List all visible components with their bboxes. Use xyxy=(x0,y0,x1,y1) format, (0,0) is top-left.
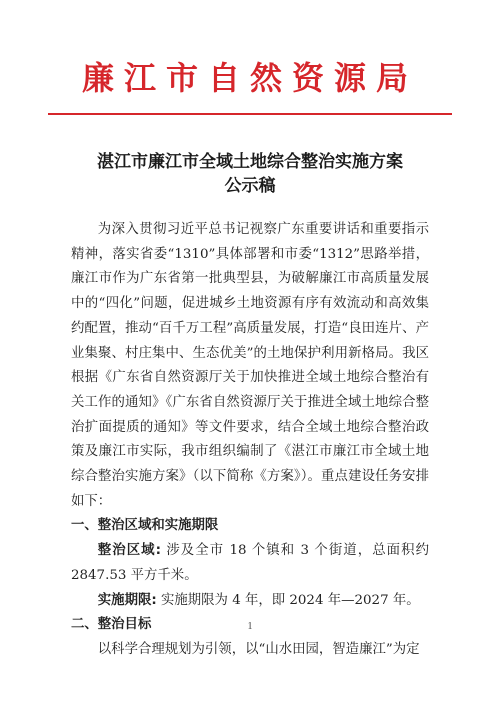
section-1-heading: 一、整治区域和实施期限 xyxy=(71,518,219,534)
period-text: 实施期限为 4 年，即 2024 年—2027 年。 xyxy=(160,592,420,608)
document-title xyxy=(40,150,460,198)
area-text: 涉及全市 18 个镇和 3 个街道，总面积约 2847.53 平方千米。 xyxy=(71,543,429,583)
letterhead-org-name: 廉江市自然资源局 xyxy=(81,59,418,97)
section-2-paragraph: 以科学合理规划为引领，以“山水田园，智造廉江”为定 xyxy=(97,641,420,657)
period-label: 实施期限: xyxy=(97,592,157,608)
letterhead-red-divider xyxy=(48,113,452,115)
title-line-1: 湛江市廉江市全域土地综合整治实施方案 xyxy=(97,152,403,172)
area-label: 整治区域: xyxy=(97,543,161,559)
title-line-2: 公示稿 xyxy=(224,176,276,196)
period-paragraph xyxy=(71,589,429,614)
page-number: 1 xyxy=(247,621,253,632)
document-body xyxy=(71,218,429,663)
section-2-heading: 二、整治目标 xyxy=(71,617,152,633)
area-paragraph xyxy=(71,539,429,588)
intro-paragraph: 为深入贯彻习近平总书记视察广东重要讲话和重要指示精神，落实省委“1310”具体部署和市委“1312”思路举措，廉江市作为广东省第一批典型县，为破解廉江市高质量发展中的“四化”问题，促进城乡土地资源有序有效流动和高效集约配置，推动“百千万工程”高质量发展，打造“良田连片、产业集聚、村庄集中、生态优美”的土地保护利用新格局。我区根据《广东省自然资源厅关于加快推进全域土地综合整治有关工作的通知》《广东省自然资源厅关于推进全域土地综合整治扩面提质的通知》等文件要求，结合全域土地综合整治政策及廉江市实际，我市组织编制了《湛江市廉江市全域土地综合整治实施方案》（以下简称《方案》）。重点建设任务安排如下： xyxy=(71,222,429,509)
